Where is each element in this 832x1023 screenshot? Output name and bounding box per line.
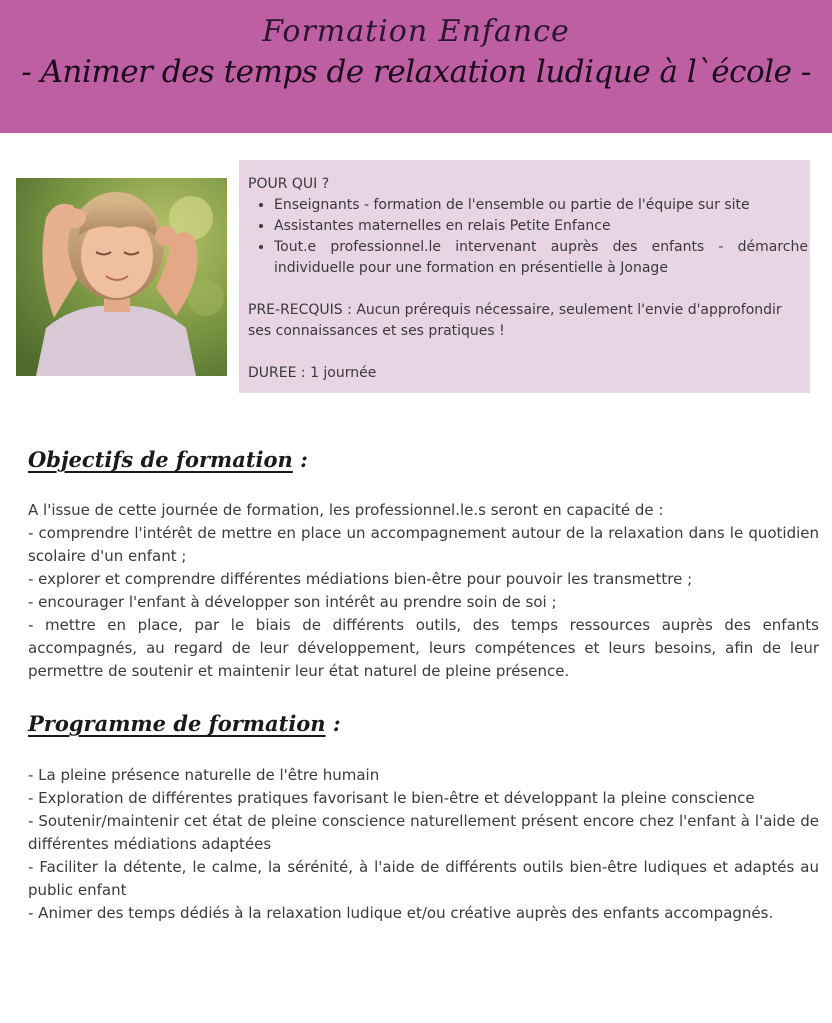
objectives-line: - mettre en place, par le biais de différents outils, des temps ressources auprès des enfants accompagnés, au regard de leur développement, leurs compétences et leurs besoins, afin de leur permettre de soutenir et maintenir leur état naturel de pleine présence. — [28, 616, 819, 680]
list-item: • Assistantes maternelles en relais Petite Enfance — [274, 216, 808, 237]
duration: DUREE : 1 journée — [248, 365, 377, 381]
program-line: - Soutenir/maintenir cet état de pleine conscience naturellement présent encore chez l'enfant à l'aide de différentes médiations adaptées — [28, 812, 819, 853]
program-body — [28, 764, 819, 925]
objectives-heading — [28, 447, 308, 472]
list-item: • Tout.e professionnel.le intervenant auprès des enfants - démarche individuelle pour une formation en présentielle à Jonage — [274, 237, 808, 279]
objectives-body — [28, 499, 819, 683]
program-heading — [28, 711, 341, 736]
program-line: - La pleine présence naturelle de l'être humain — [28, 766, 380, 784]
objectives-line: A l'issue de cette journée de formation, les professionnel.le.s seront en capacité de : — [28, 501, 664, 519]
header-banner — [0, 0, 832, 133]
page-subtitle: Formation Enfance — [262, 14, 570, 49]
list-item: • Enseignants - formation de l'ensemble ou partie de l'équipe sur site — [274, 195, 808, 216]
program-line: - Faciliter la détente, le calme, la sérénité, à l'aide de différents outils bien-être ludiques et adaptés au public enfant — [28, 858, 819, 899]
program-heading-text: Programme de formation — [28, 711, 326, 736]
objectives-line: - encourager l'enfant à développer son intérêt au prendre soin de soi ; — [28, 593, 557, 611]
info-box — [239, 160, 810, 393]
who-heading: POUR QUI ? — [248, 176, 330, 192]
objectives-line: - comprendre l'intérêt de mettre en place un accompagnement autour de la relaxation dans le quotidien scolaire d'un enfant ; — [28, 524, 819, 565]
audience-list — [248, 195, 808, 279]
objectives-line: - explorer et comprendre différentes médiations bien-être pour pouvoir les transmettre ; — [28, 570, 693, 588]
objectives-heading-colon: : — [300, 447, 308, 472]
child-relaxing-photo — [16, 178, 227, 376]
program-heading-colon: : — [332, 711, 341, 736]
prerequisites: PRE-RECQUIS : Aucun prérequis nécessaire, seulement l'envie d'approfondir ses connaissances et ses pratiques ! — [248, 302, 782, 339]
program-line: - Exploration de différentes pratiques favorisant le bien-être et développant la pleine conscience — [28, 789, 755, 807]
page-title: - Animer des temps de relaxation ludique à l`école - — [21, 54, 811, 90]
program-line: - Animer des temps dédiés à la relaxation ludique et/ou créative auprès des enfants accompagnés. — [28, 904, 774, 922]
objectives-heading-text: Objectifs de formation — [28, 447, 293, 472]
